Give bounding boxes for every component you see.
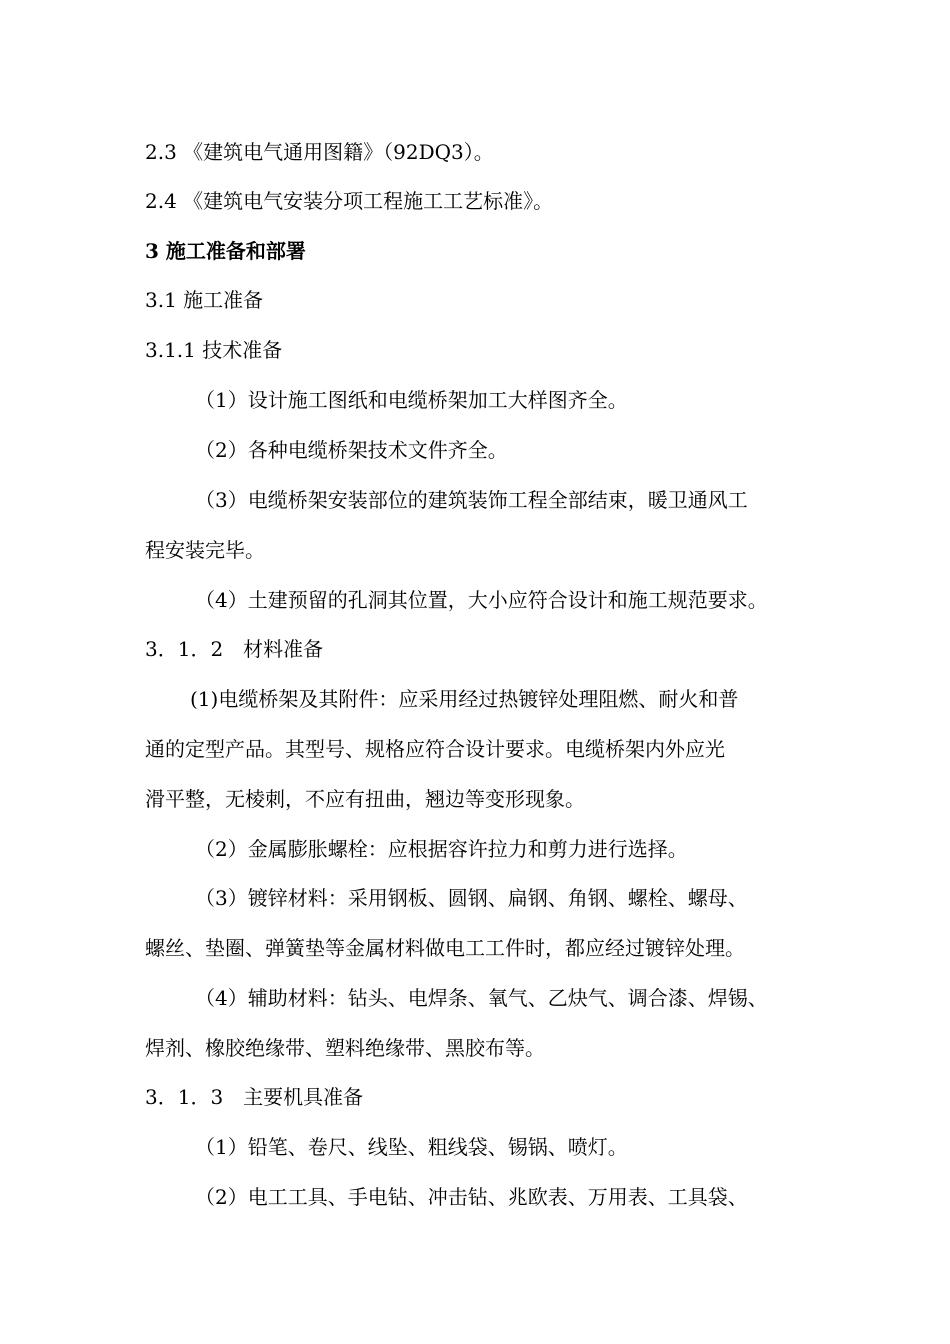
subsection-heading-3-1-2: 3．1．2 材料准备 <box>145 637 324 661</box>
ref-2-3: 2.3 《建筑电气通用图籍》（92DQ3）。 <box>145 140 494 164</box>
subsection-heading-3-1-3: 3．1．3 主要机具准备 <box>145 1085 364 1109</box>
section-heading-3: 3 施工准备和部署 <box>145 239 306 263</box>
paragraph-line: （2）金属膨胀螺栓：应根据容许拉力和剪力进行选择。 <box>195 837 688 861</box>
paragraph-line: (1)电缆桥架及其附件：应采用经过热镀锌处理阻燃、耐火和普 <box>190 687 739 711</box>
subsection-heading-3-1: 3.1 施工准备 <box>145 288 264 312</box>
paragraph-line: （1）设计施工图纸和电缆桥架加工大样图齐全。 <box>195 388 628 412</box>
subsection-heading-3-1-1: 3.1.1 技术准备 <box>145 338 283 362</box>
paragraph-line: 通的定型产品。其型号、规格应符合设计要求。电缆桥架内外应光 <box>145 737 725 761</box>
paragraph-line: （3）镀锌材料：采用钢板、圆钢、扁钢、角钢、螺栓、螺母、 <box>195 886 748 910</box>
paragraph-line: （2）各种电缆桥架技术文件齐全。 <box>195 438 508 462</box>
paragraph-line: 程安装完毕。 <box>145 538 265 562</box>
paragraph-line: （3）电缆桥架安装部位的建筑装饰工程全部结束，暖卫通风工 <box>195 488 748 512</box>
paragraph-line: （4）辅助材料：钻头、电焊条、氧气、乙炔气、调合漆、焊锡、 <box>195 986 768 1010</box>
paragraph-line: （2）电工工具、手电钻、冲击钻、兆欧表、万用表、工具袋、 <box>195 1185 748 1209</box>
ref-2-4: 2.4 《建筑电气安装分项工程施工工艺标准》。 <box>145 189 554 213</box>
paragraph-line: 螺丝、垫圈、弹簧垫等金属材料做电工工件时，都应经过镀锌处理。 <box>145 936 745 960</box>
paragraph-line: （4）土建预留的孔洞其位置，大小应符合设计和施工规范要求。 <box>195 588 768 612</box>
paragraph-line: 焊剂、橡胶绝缘带、塑料绝缘带、黑胶布等。 <box>145 1036 545 1060</box>
paragraph-line: （1）铅笔、卷尺、线坠、粗线袋、锡锅、喷灯。 <box>195 1135 628 1159</box>
paragraph-line: 滑平整，无棱刺，不应有扭曲，翘边等变形现象。 <box>145 787 585 811</box>
